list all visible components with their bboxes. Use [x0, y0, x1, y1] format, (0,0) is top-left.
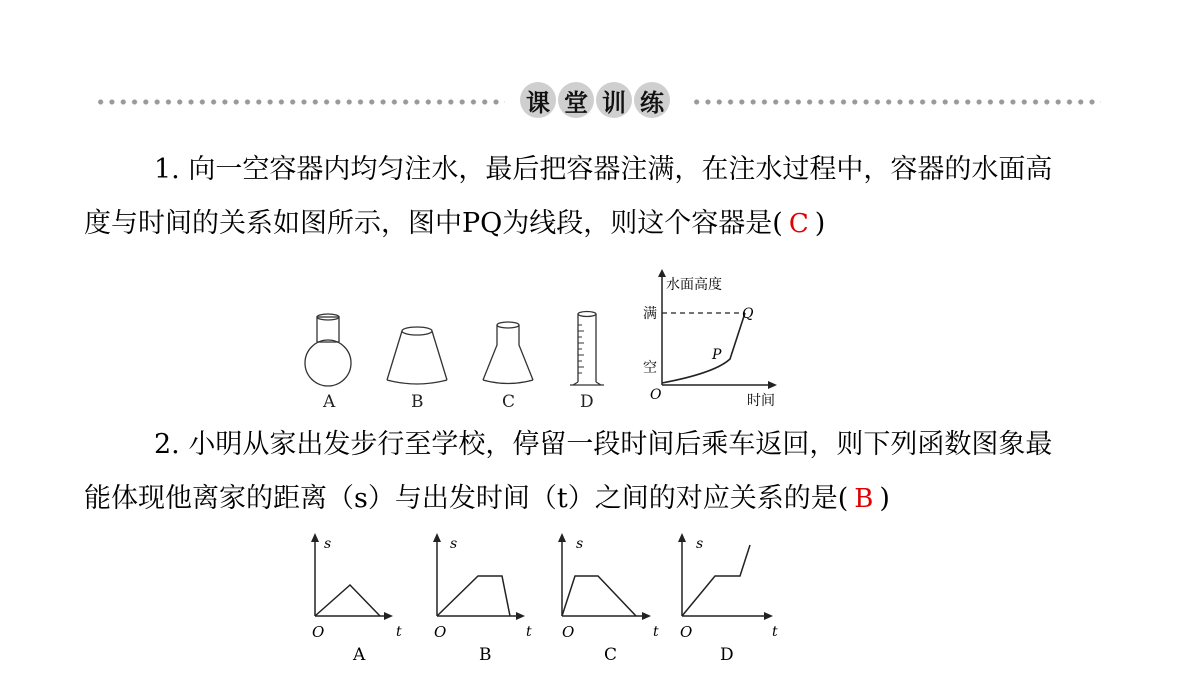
x-axis-label: 时间 [747, 393, 775, 409]
section-header [95, 82, 1105, 122]
question-1-stem: 度与时间的关系如图所示，图中PQ为线段，则这个容器是( [84, 208, 783, 239]
title-badge: 训 [596, 82, 632, 118]
question-2-line-2 [84, 472, 1052, 526]
water-height-graph [643, 269, 777, 409]
option-label: A [323, 392, 336, 412]
answer-2: B [854, 484, 874, 514]
graph-d [678, 533, 778, 665]
s-axis-label: s [696, 536, 704, 552]
container-a [305, 314, 351, 386]
container-c [483, 322, 533, 384]
graph-c [558, 533, 659, 665]
graph-a [311, 533, 402, 665]
y-axis-label: 水面高度 [666, 277, 722, 293]
t-axis-label: t [396, 624, 402, 640]
empty-label: 空 [643, 360, 657, 376]
section-title [520, 82, 670, 118]
q1-figure [290, 265, 800, 415]
title-badge: 课 [520, 82, 556, 118]
option-label: A [353, 645, 366, 665]
question-1-close-paren: ) [814, 208, 826, 239]
option-label: B [479, 645, 492, 665]
question-2-line-1: 2. 小明从家出发步行至学校，停留一段时间后乘车返回，则下列函数图象最 [154, 429, 1053, 460]
point-p-label: P [712, 347, 722, 363]
question-1 [84, 143, 1052, 251]
question-2-close-paren: ) [879, 483, 890, 514]
t-axis-label: t [772, 624, 778, 640]
origin-label: O [312, 623, 325, 641]
origin-label: O [434, 623, 447, 641]
dotted-divider-right [691, 99, 1101, 105]
option-label: B [411, 392, 424, 412]
container-b [387, 327, 447, 384]
question-1-line-1: 1. 向一空容器内均匀注水，最后把容器注满，在注水过程中，容器的水面高 [154, 154, 1053, 185]
s-axis-label: s [576, 536, 584, 552]
q2-figure [300, 530, 800, 670]
container-d [570, 312, 604, 386]
t-axis-label: t [653, 624, 659, 640]
question-1-line-2 [84, 197, 1052, 251]
option-label: D [580, 392, 594, 412]
title-badge: 练 [634, 82, 670, 118]
t-axis-label: t [526, 624, 532, 640]
graph-b [433, 533, 532, 665]
origin-label: O [650, 387, 662, 403]
option-label: C [502, 392, 516, 412]
full-label: 满 [643, 306, 657, 322]
s-axis-label: s [324, 536, 332, 552]
s-axis-label: s [450, 536, 458, 552]
dotted-divider-left [95, 99, 505, 105]
origin-label: O [562, 623, 575, 641]
point-q-label: Q [742, 306, 754, 322]
origin-label: O [680, 623, 693, 641]
option-label: C [604, 645, 618, 665]
question-2-stem: 能体现他离家的距离（s）与出发时间（t）之间的对应关系的是( [84, 483, 849, 514]
answer-1: C [788, 209, 809, 239]
title-badge: 堂 [558, 82, 594, 118]
option-label: D [720, 645, 734, 665]
question-2 [84, 418, 1052, 526]
